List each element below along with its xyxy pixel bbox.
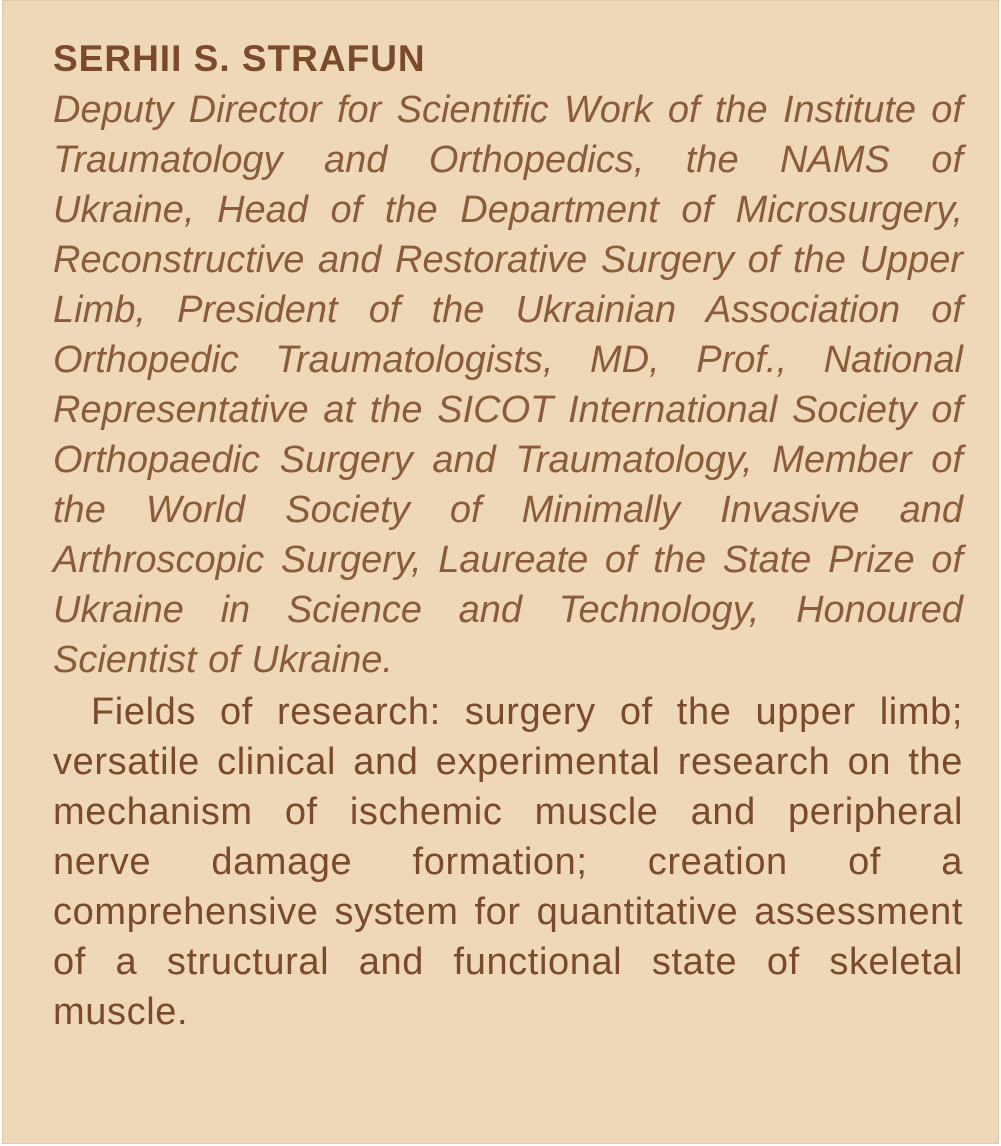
profile-card [2,0,999,1144]
profile-content [53,37,963,1037]
person-name: SERHII S. STRAFUN [53,38,426,79]
research-fields-text: Fields of research: surgery of the upper limb; versatile clinical and experimental research on the mechanism of ischemic muscle and peripheral nerve damage formation; creation of a comprehensive system for quantitative assessment of a structural and functional state of skeletal muscle. [53,691,963,1033]
biography-text: Deputy Director for Scientific Work of the Institute of Traumatology and Orthopedics, the NAMS of Ukraine, Head of the Department of Microsurgery, Reconstructive and Restorative Surgery of the Upper Limb, President of the Ukrainian Association of Orthopedic Traumatologists, MD, Prof., National Representative at the SICOT International Society of Orthopaedic Surgery and Traumatology, Member of the World Society of Minimally Invasive and Arthroscopic Surgery, Laureate of the State Prize of Ukraine in Science and Technology, Honoured Scientist of Ukraine. [53,89,963,681]
